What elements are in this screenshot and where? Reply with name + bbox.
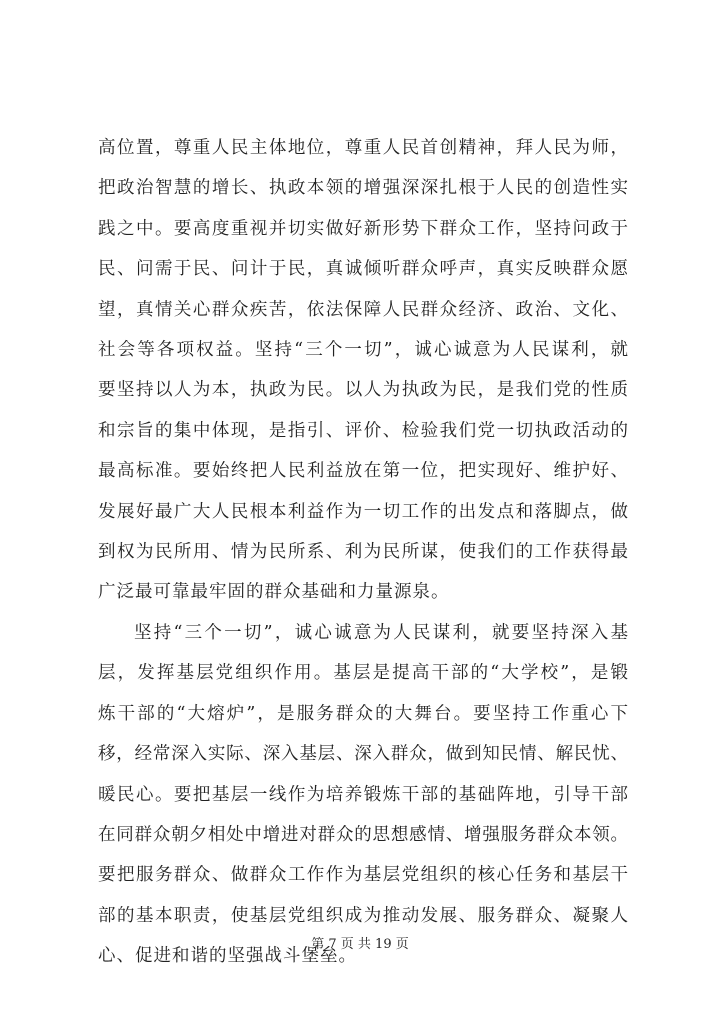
- text-line: 要把服务群众、做群众工作作为基层党组织的核心任务和基层干: [98, 865, 628, 886]
- text-line: 和宗旨的集中体现，是指引、评价、检验我们党一切执政活动的: [98, 420, 628, 441]
- text-line: 民、问需于民、问计于民，真诚倾听群众呼声，真实反映群众愿: [98, 259, 628, 280]
- text-line: 炼干部的“大熔炉”，是服务群众的大舞台。要坚持工作重心下: [98, 703, 628, 724]
- text-line: 到权为民所用、情为民所系、利为民所谋，使我们的工作获得最: [98, 542, 628, 563]
- text-line: 望，真情关心群众疾苦，依法保障人民群众经济、政治、文化、: [98, 299, 628, 320]
- text-line: 要坚持以人为本，执政为民。以人为执政为民，是我们党的性质: [98, 380, 628, 401]
- text-line: 坚持“三个一切”，诚心诚意为人民谋利，就要坚持深入基: [134, 622, 628, 643]
- paragraph: [98, 613, 628, 977]
- text-line: 暖民心。要把基层一线作为培养锻炼干部的基础阵地，引导干部: [98, 784, 628, 805]
- text-line: 部的基本职责，使基层党组织成为推动发展、服务群众、凝聚人: [98, 905, 628, 926]
- text-line: 广泛最可靠最牢固的群众基础和力量源泉。: [98, 582, 450, 603]
- page-number: 第 7 页 共 19 页: [311, 937, 409, 952]
- document-body: [98, 128, 628, 977]
- text-line: 最高标准。要始终把人民利益放在第一位，把实现好、维护好、: [98, 461, 628, 482]
- text-line: 移，经常深入实际、深入基层、深入群众，做到知民情、解民忧、: [98, 744, 628, 765]
- text-line: 发展好最广大人民根本利益作为一切工作的出发点和落脚点，做: [98, 501, 628, 522]
- text-line: 践之中。要高度重视并切实做好新形势下群众工作，坚持问政于: [98, 218, 628, 239]
- text-line: 社会等各项权益。坚持“三个一切”，诚心诚意为人民谋利，就: [98, 340, 628, 361]
- text-line: 在同群众朝夕相处中增进对群众的思想感情、增强服务群众本领。: [98, 824, 628, 845]
- text-line: 心、促进和谐的坚强战斗堡垒。: [98, 946, 357, 967]
- text-line: 把政治智慧的增长、执政本领的增强深深扎根于人民的创造性实: [98, 178, 628, 199]
- text-line: 高位置，尊重人民主体地位，尊重人民首创精神，拜人民为师，: [98, 138, 628, 158]
- paragraph: [98, 128, 628, 613]
- text-line: 层，发挥基层党组织作用。基层是提高干部的“大学校”，是锻: [98, 663, 628, 684]
